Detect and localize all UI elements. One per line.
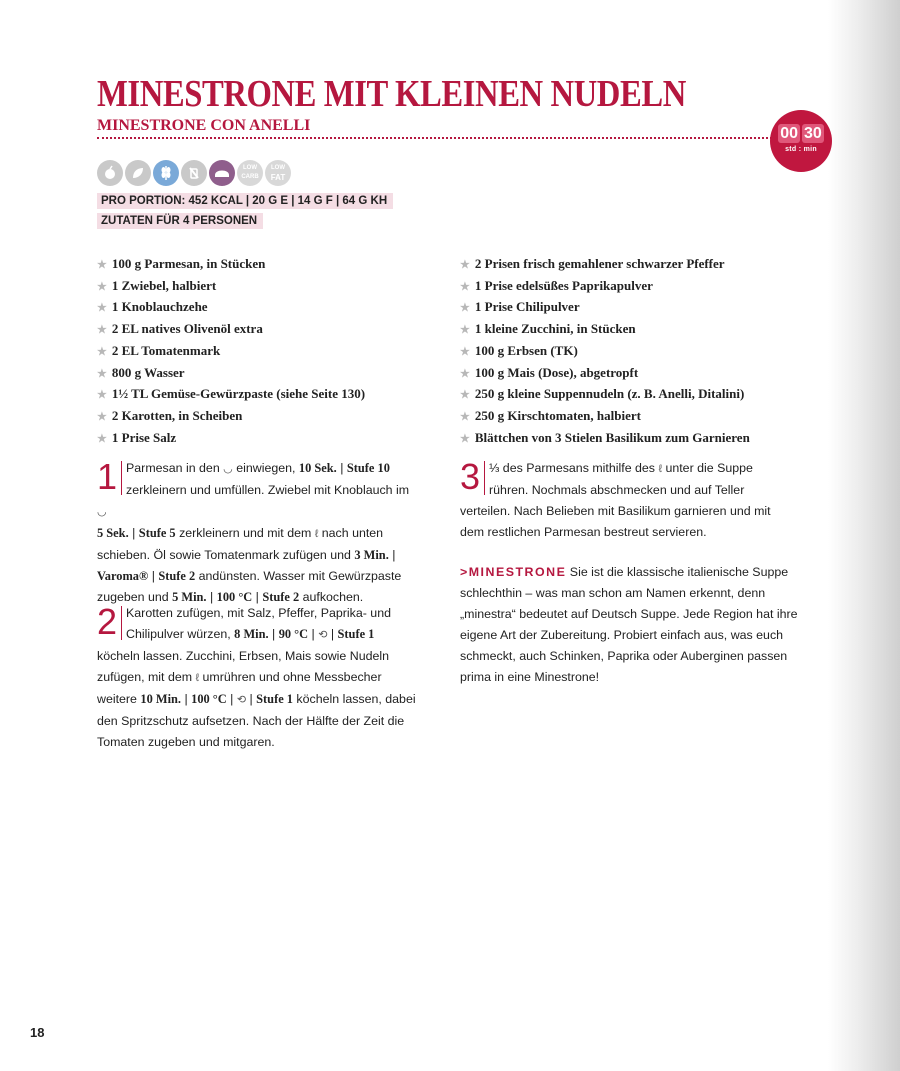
mixing-bowl-icon: ◡	[223, 463, 233, 475]
spatula-icon: ℓ	[195, 672, 200, 684]
low-carb-icon: LOW CARB	[237, 160, 263, 186]
note-text: Sie ist die klassische italienische Suppe schlechthin – was man schon am Namen erkennt, denn „minestra“ bedeutet auf Deutsch Suppe. Jede Region hat ihre eigene Art der Zubereitung. Probiert einfach aus, was euch schmeckt, auch Schinken, Paprika oder Auberginen passen prima in eine Minestrone!	[460, 565, 798, 684]
timer-hours: 00	[780, 125, 798, 142]
star-icon: ★	[97, 389, 107, 402]
ingredient-item: ★ Blättchen von 3 Stielen Basilikum zum Garnieren	[460, 429, 750, 445]
timer-minutes: 30	[804, 125, 822, 142]
star-icon: ★	[460, 324, 470, 337]
star-icon: ★	[97, 345, 107, 358]
ingredient-item: ★ 1½ TL Gemüse-Gewürzpaste (siehe Seite 130)	[97, 386, 366, 402]
ingredient-item: ★ 250 g Kirschtomaten, halbiert	[460, 407, 641, 423]
reverse-icon: ⟲	[236, 694, 247, 706]
star-icon: ★	[460, 345, 470, 358]
low-fat-label: FAT	[270, 173, 286, 182]
ingredient-item: ★ 2 EL natives Olivenöl extra	[97, 321, 263, 337]
star-icon: ★	[460, 410, 470, 423]
timer-unit: std : min	[785, 146, 817, 153]
ingredient-list-left	[97, 254, 365, 449]
ingredient-item: ★ 800 g Wasser	[97, 364, 185, 380]
step-number: 1	[97, 461, 122, 495]
star-icon: ★	[97, 410, 107, 423]
vegetarian-icon	[97, 160, 123, 186]
note-heading: >MINESTRONE	[460, 565, 567, 579]
star-icon: ★	[460, 432, 470, 445]
reverse-icon: ⟲	[318, 629, 328, 641]
star-icon: ★	[97, 280, 107, 293]
ingredient-item: ★ 2 EL Tomatenmark	[97, 342, 221, 358]
recipe-subtitle: MINESTRONE CON ANELLI	[97, 117, 311, 134]
star-icon: ★	[460, 367, 470, 380]
vegan-leaf-icon	[125, 160, 151, 186]
gluten-free-icon	[153, 160, 179, 186]
ingredient-item: ★ 2 Prisen frisch gemahlener schwarzer Pfeffer	[460, 256, 725, 271]
star-icon: ★	[460, 280, 470, 293]
ingredient-item: ★ 1 Knoblauchzehe	[97, 299, 208, 315]
ingredient-item: ★ 1 Prise Chilipulver	[460, 299, 580, 315]
dotted-divider	[97, 137, 772, 139]
ingredient-item: ★ 100 g Mais (Dose), abgetropft	[460, 364, 639, 380]
spatula-icon: ℓ	[658, 463, 663, 475]
ingredient-item: ★ 1 Zwiebel, halbiert	[97, 277, 217, 293]
ingredient-item: ★ 250 g kleine Suppennudeln (z. B. Anelli, Ditalini)	[460, 386, 745, 402]
page-gutter-shadow	[828, 0, 900, 1071]
page-number: 18	[30, 1025, 45, 1040]
star-icon: ★	[97, 367, 107, 380]
diet-icons	[97, 160, 291, 186]
ingredient-list-right	[460, 254, 750, 449]
star-icon: ★	[97, 432, 107, 445]
recipe-title: MINESTRONE MIT KLEINEN NUDELN	[97, 73, 686, 115]
mixing-bowl-icon: ◡	[97, 506, 107, 518]
bread-icon	[209, 160, 235, 186]
info-note	[460, 562, 805, 688]
low-carb-label: CARB	[241, 174, 259, 180]
lactose-free-icon	[181, 160, 207, 186]
low-fat-icon: LOW FAT	[265, 160, 291, 186]
ingredient-item: ★ 1 kleine Zucchini, in Stücken	[460, 321, 636, 337]
star-icon: ★	[460, 389, 470, 402]
cooking-time-badge	[770, 110, 832, 172]
spatula-icon: ℓ	[314, 528, 319, 540]
star-icon: ★	[97, 324, 107, 337]
nutrition-info: PRO PORTION: 452 KCAL | 20 G E | 14 G F | 64 G KH	[97, 193, 393, 209]
ingredient-item: ★ 100 g Erbsen (TK)	[460, 342, 578, 358]
step-3: 3 ⅓ des Parmesans mithilfe des ℓ unter die Suppe rühren. Nochmals abschmecken und auf Teller verteilen. Nach Belieben mit Basilikum garnieren und mit dem restlichen Parmesan bestreut servieren.	[460, 456, 771, 539]
ingredient-item: ★ 1 Prise Salz	[97, 429, 177, 445]
ingredient-item: ★ 2 Karotten, in Scheiben	[97, 407, 243, 423]
step-1: 1 Parmesan in den ◡ einwiegen, 10 Sek. | Stufe 10 zerkleinern und umfüllen. Zwiebel mit Knoblauch im ◡ 5 Sek. | Stufe 5 zerkleinern und mit dem ℓ nach unten schieben. Öl sowie Tomatenmark zufügen und 3 Min. | Varoma® | Stufe 2 andünsten. Wasser mit Gewürzpaste zugeben und 5 Min. | 100 °C | Stufe 2 aufkochen.	[97, 456, 410, 604]
servings-info: ZUTATEN FÜR 4 PERSONEN	[97, 213, 263, 229]
star-icon: ★	[460, 302, 470, 315]
star-icon: ★	[97, 302, 107, 315]
ingredient-item: ★ 100 g Parmesan, in Stücken	[97, 256, 266, 271]
ingredient-item: ★ 1 Prise edelsüßes Paprikapulver	[460, 277, 653, 293]
step-number: 2	[97, 606, 122, 640]
step-number: 3	[460, 461, 485, 495]
star-icon: ★	[97, 259, 107, 271]
step-2: 2 Karotten zufügen, mit Salz, Pfeffer, Paprika- und Chilipulver würzen, 8 Min. | 90 °C | ⟲ | Stufe 1 köcheln lassen. Zucchini, Erbsen, Mais sowie Nudeln zufügen, mit dem ℓ umrühren und ohne Messbecher weitere 10 Min. | 100 °C | ⟲ | Stufe 1 köcheln lassen, dabei den Spritzschutz aufsetzen. Nach der Hälfte der Zeit die Tomaten zugeben und mitgaren.	[97, 601, 416, 749]
star-icon: ★	[460, 259, 470, 271]
